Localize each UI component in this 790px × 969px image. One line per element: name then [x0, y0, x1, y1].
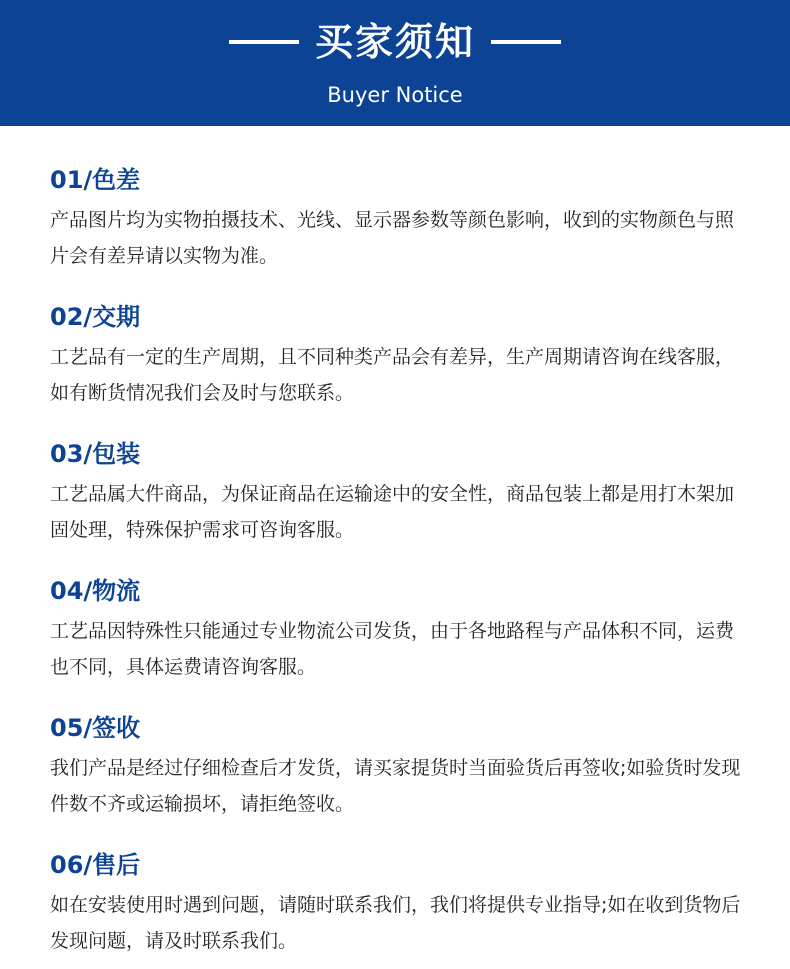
section-body: 如在安装使用时遇到问题，请随时联系我们，我们将提供专业指导;如在收到货物后发现问题，请及时联系我们。: [50, 894, 741, 952]
page-title: 买家须知: [314, 20, 475, 64]
section-body: 工艺品因特殊性只能通过专业物流公司发货，由于各地路程与产品体积不同，运费也不同，具体运费请咨询客服。: [50, 620, 735, 678]
notice-section-packaging: [50, 438, 750, 548]
section-body: 工艺品有一定的生产周期，且不同种类产品会有差异，生产周期请咨询在线客服，如有断货情况我们会及时与您联系。: [50, 346, 735, 404]
title-left-line: [229, 40, 299, 44]
section-title: 04/物流: [50, 577, 141, 605]
title-right-line: [491, 40, 561, 44]
header-banner: [0, 0, 790, 126]
section-body: 工艺品属大件商品，为保证商品在运输途中的安全性，商品包装上都是用打木架加固处理，特殊保护需求可咨询客服。: [50, 483, 735, 541]
notice-section-delivery-time: [50, 301, 750, 411]
section-title: 02/交期: [50, 303, 141, 331]
section-title: 06/售后: [50, 851, 141, 879]
notice-section-color-difference: [50, 164, 750, 274]
section-title: 01/色差: [50, 166, 141, 194]
section-title: 05/签收: [50, 714, 141, 742]
section-body: 产品图片均为实物拍摄技术、光线、显示器参数等颜色影响，收到的实物颜色与照片会有差异请以实物为准。: [50, 209, 735, 267]
section-body: 我们产品是经过仔细检查后才发货，请买家提货时当面验货后再签收;如验货时发现件数不齐或运输损坏，请拒绝签收。: [50, 757, 741, 815]
notice-section-logistics: [50, 575, 750, 685]
notice-section-after-sales: [50, 849, 750, 959]
title-row: [0, 16, 790, 68]
section-title: 03/包装: [50, 440, 141, 468]
notice-section-receipt: [50, 712, 750, 822]
page-subtitle: Buyer Notice: [327, 83, 463, 107]
